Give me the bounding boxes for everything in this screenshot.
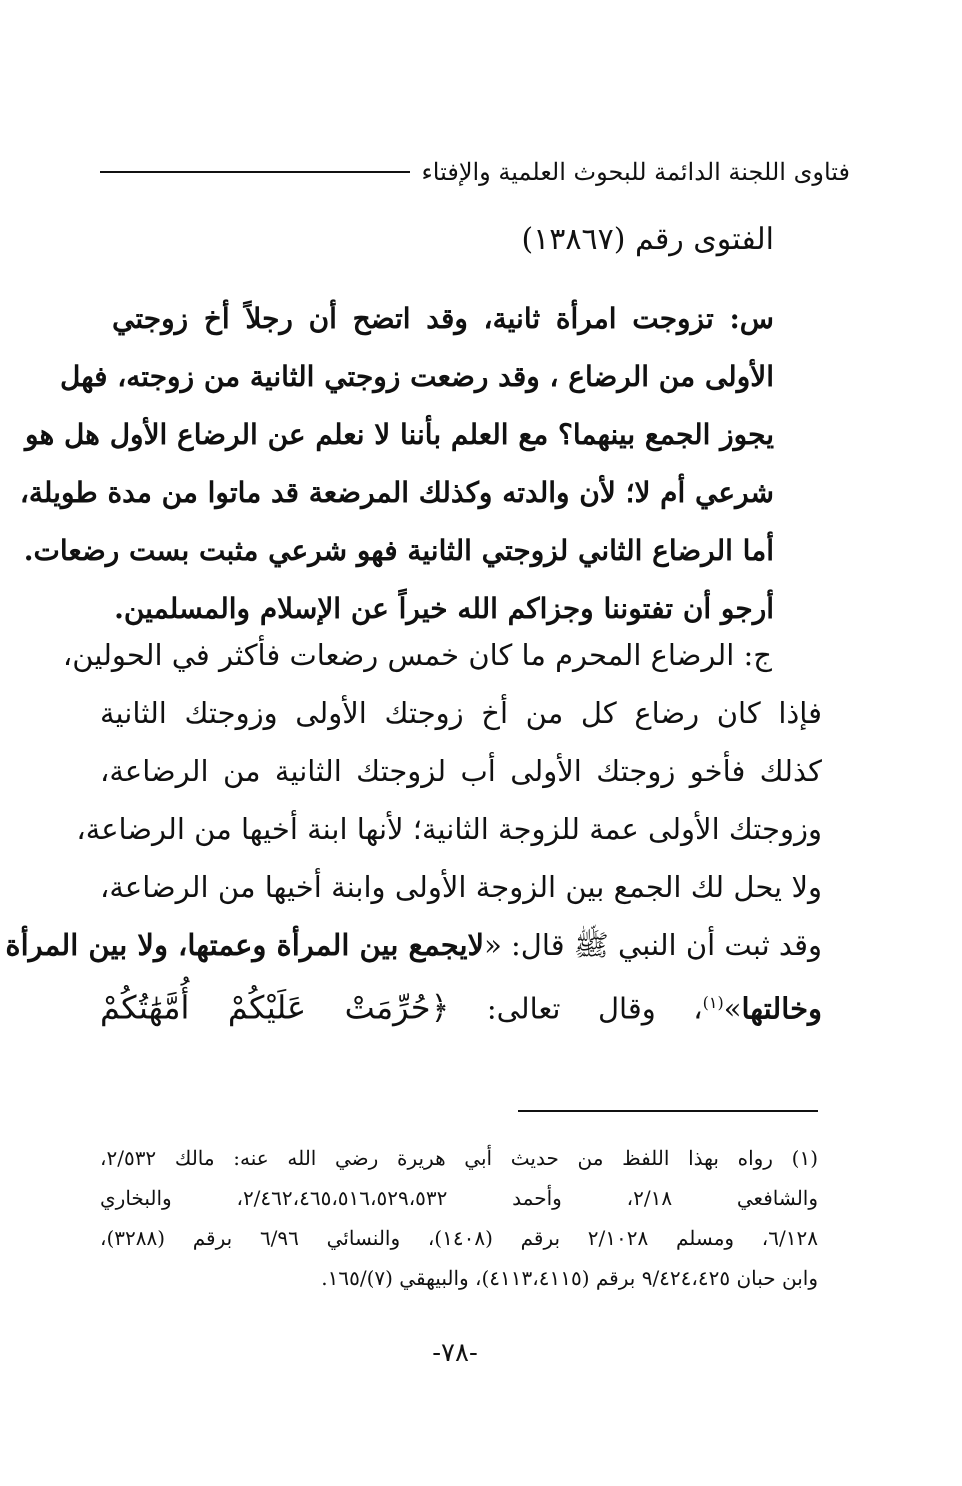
fatwa-number: الفتوى رقم (١٣٨٦٧) xyxy=(521,222,774,257)
hadith-close-quote: » xyxy=(723,991,742,1026)
hadith-text: لايجمع بين المرأة وعمتها، ولا بين المرأة xyxy=(5,928,485,962)
header-rule xyxy=(100,171,410,173)
answer-line: ولا يحل لك الجمع بين الزوجة الأولى وابنة أخيها من الرضاعة، xyxy=(100,870,822,904)
answer-line: ج: الرضاع المحرم ما كان خمس رضعات فأكثر في الحولين، xyxy=(62,638,772,672)
quran-intro: ، وقال تعالى: xyxy=(449,991,703,1026)
question-line: يجوز الجمع بينهما؟ مع العلم بأننا لا نعلم عن الرضاع الأول هل هو xyxy=(25,418,774,451)
question-line: أرجو أن تفتوننا وجزاكم الله خيراً عن الإسلام والمسلمين. xyxy=(114,592,774,625)
question-line: شرعي أم لا؛ لأن والدته وكذلك المرضعة قد ماتوا من مدة طويلة، xyxy=(19,476,774,509)
running-header xyxy=(100,152,850,192)
hadith-text-end: وخالتها xyxy=(741,991,823,1026)
question-block xyxy=(19,290,774,638)
answer-block xyxy=(5,626,823,1032)
answer-line: وزوجتك الأولى عمة للزوجة الثانية؛ لأنها ابنة أخيها من الرضاعة، xyxy=(76,812,822,846)
page-number: -٧٨- xyxy=(432,1338,478,1368)
footnote-line: والشافعي ٢/١٨، وأحمد ٢/٤٦٢،٤٦٥،٥١٦،٥٢٩،٥٣٢، والبخاري xyxy=(100,1186,818,1210)
answer-line: كذلك فأخو زوجتك الأولى أب لزوجتك الثانية من الرضاعة، xyxy=(100,754,822,788)
footnotes-block xyxy=(100,1138,818,1298)
footnote-line: (١) رواه بهذا اللفظ من حديث أبي هريرة رضي الله عنه: مالك ٢/٥٣٢، xyxy=(100,1146,818,1170)
footnote-line: وابن حبان ٩/٤٢٤،٤٢٥ برقم (٤١١٣،٤١١٥)، والبيهقي (٧)/١٦٥. xyxy=(321,1266,818,1290)
footnote-separator xyxy=(518,1110,818,1112)
hadith-intro: وقد ثبت أن النبي ﷺ قال: « xyxy=(484,928,822,962)
answer-line: فإذا كان رضاع كل من أخ زوجتك الأولى وزوجتك الثانية xyxy=(100,696,822,730)
footnote-ref: (١) xyxy=(702,993,724,1012)
header-title: فتاوى اللجنة الدائمة للبحوث العلمية والإفتاء xyxy=(421,158,850,186)
footnote-line: ٦/١٢٨، ومسلم ٢/١٠٢٨ برقم (١٤٠٨)، والنسائي ٦/٩٦ برقم (٣٢٨٨)، xyxy=(100,1226,818,1250)
question-line: أما الرضاع الثاني لزوجتي الثانية فهو شرعي مثبت بست رضعات. xyxy=(23,534,774,567)
hadith-line xyxy=(5,916,822,974)
question-line: الأولى من الرضاع ، وقد رضعت زوجتي الثانية من زوجته، فهل xyxy=(60,360,774,393)
quran-line xyxy=(100,974,822,1032)
question-line: س: تزوجت امرأة ثانية، وقد اتضح أن رجلاً أخ زوجتي xyxy=(112,302,774,335)
quran-verse: ﴿حُرِّمَتْ عَلَيْكُمْ أُمَّهَٰتُكُمْ xyxy=(100,988,450,1027)
